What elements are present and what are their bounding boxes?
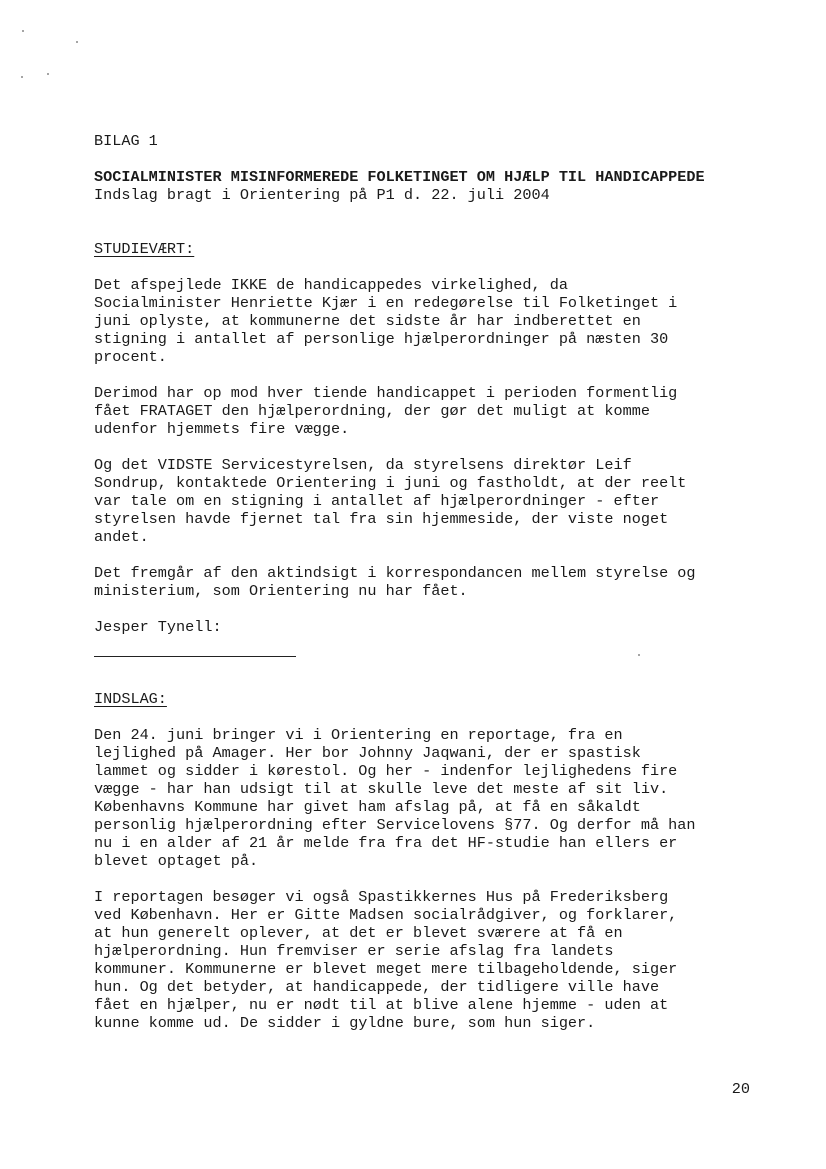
text-line: lammet og sidder i kørestol. Og her - indenfor lejlighedens fire bbox=[94, 762, 678, 780]
page-number: 20 bbox=[731, 1080, 750, 1098]
headline: SOCIALMINISTER MISINFORMEREDE FOLKETINGET OM HJÆLP TIL HANDICAPPEDE bbox=[94, 168, 705, 186]
text-line: juni oplyste, at kommunerne det sidste år har indberettet en bbox=[94, 312, 641, 330]
annex-label: BILAG 1 bbox=[94, 132, 158, 150]
text-line: Derimod har op mod hver tiende handicappet i perioden formentlig bbox=[94, 384, 678, 402]
text-line: Det afspejlede IKKE de handicappedes virkelighed, da bbox=[94, 276, 568, 294]
text-line: andet. bbox=[94, 528, 149, 546]
scan-speck bbox=[22, 30, 24, 32]
host-paragraph bbox=[94, 276, 774, 366]
text-line: kunne komme ud. De sidder i gyldne bure, som hun siger. bbox=[94, 1014, 596, 1032]
text-line: var tale om en stigning i antallet af hjælperordninger - efter bbox=[94, 492, 660, 510]
signature-rule bbox=[94, 656, 296, 657]
text-line: styrelsen havde fjernet tal fra sin hjemmeside, der viste noget bbox=[94, 510, 669, 528]
text-line: hun. Og det betyder, at handicappede, der tidligere ville have bbox=[94, 978, 660, 996]
text-line: Københavns Kommune har givet ham afslag på, at få en såkaldt bbox=[94, 798, 641, 816]
host-paragraph bbox=[94, 456, 774, 546]
segment-paragraph bbox=[94, 888, 774, 1032]
text-line: ved København. Her er Gitte Madsen socialrådgiver, og forklarer, bbox=[94, 906, 678, 924]
reporter-name: Jesper Tynell: bbox=[94, 618, 222, 636]
host-paragraph bbox=[94, 564, 774, 600]
text-line: lejlighed på Amager. Her bor Johnny Jaqwani, der er spastisk bbox=[94, 744, 641, 762]
scan-speck bbox=[21, 76, 23, 78]
text-line: Socialminister Henriette Kjær i en redegørelse til Folketinget i bbox=[94, 294, 678, 312]
text-line: Det fremgår af den aktindsigt i korrespondancen mellem styrelse og bbox=[94, 564, 696, 582]
text-line: Sondrup, kontaktede Orientering i juni og fastholdt, at der reelt bbox=[94, 474, 687, 492]
text-line: blevet optaget på. bbox=[94, 852, 259, 870]
text-line: ministerium, som Orientering nu har fået. bbox=[94, 582, 468, 600]
text-line: Og det VIDSTE Servicestyrelsen, da styrelsens direktør Leif bbox=[94, 456, 632, 474]
text-line: fået FRATAGET den hjælperordning, der gør det muligt at komme bbox=[94, 402, 650, 420]
host-heading: STUDIEVÆRT: bbox=[94, 240, 195, 258]
scan-speck bbox=[47, 73, 49, 75]
segment-heading: INDSLAG: bbox=[94, 690, 167, 708]
text-line: at hun generelt oplever, at det er blevet sværere at få en bbox=[94, 924, 623, 942]
host-paragraph bbox=[94, 384, 774, 438]
text-line: nu i en alder af 21 år melde fra fra det HF-studie han ellers er bbox=[94, 834, 678, 852]
text-line: fået en hjælper, nu er nødt til at blive alene hjemme - uden at bbox=[94, 996, 669, 1014]
text-line: I reportagen besøger vi også Spastikkernes Hus på Frederiksberg bbox=[94, 888, 669, 906]
text-line: vægge - har han udsigt til at skulle leve det meste af sit liv. bbox=[94, 780, 669, 798]
text-line: Den 24. juni bringer vi i Orientering en reportage, fra en bbox=[94, 726, 623, 744]
text-line: hjælperordning. Hun fremviser er serie afslag fra landets bbox=[94, 942, 614, 960]
segment-paragraph bbox=[94, 726, 774, 870]
scan-speck bbox=[638, 654, 640, 656]
text-line: stigning i antallet af personlige hjælperordninger på næsten 30 bbox=[94, 330, 669, 348]
subheading: Indslag bragt i Orientering på P1 d. 22. juli 2004 bbox=[94, 186, 550, 204]
text-line: procent. bbox=[94, 348, 167, 366]
text-line: kommuner. Kommunerne er blevet meget mere tilbageholdende, siger bbox=[94, 960, 678, 978]
text-line: personlig hjælperordning efter Servicelovens §77. Og derfor må han bbox=[94, 816, 696, 834]
scan-speck bbox=[76, 41, 78, 43]
text-line: udenfor hjemmets fire vægge. bbox=[94, 420, 350, 438]
